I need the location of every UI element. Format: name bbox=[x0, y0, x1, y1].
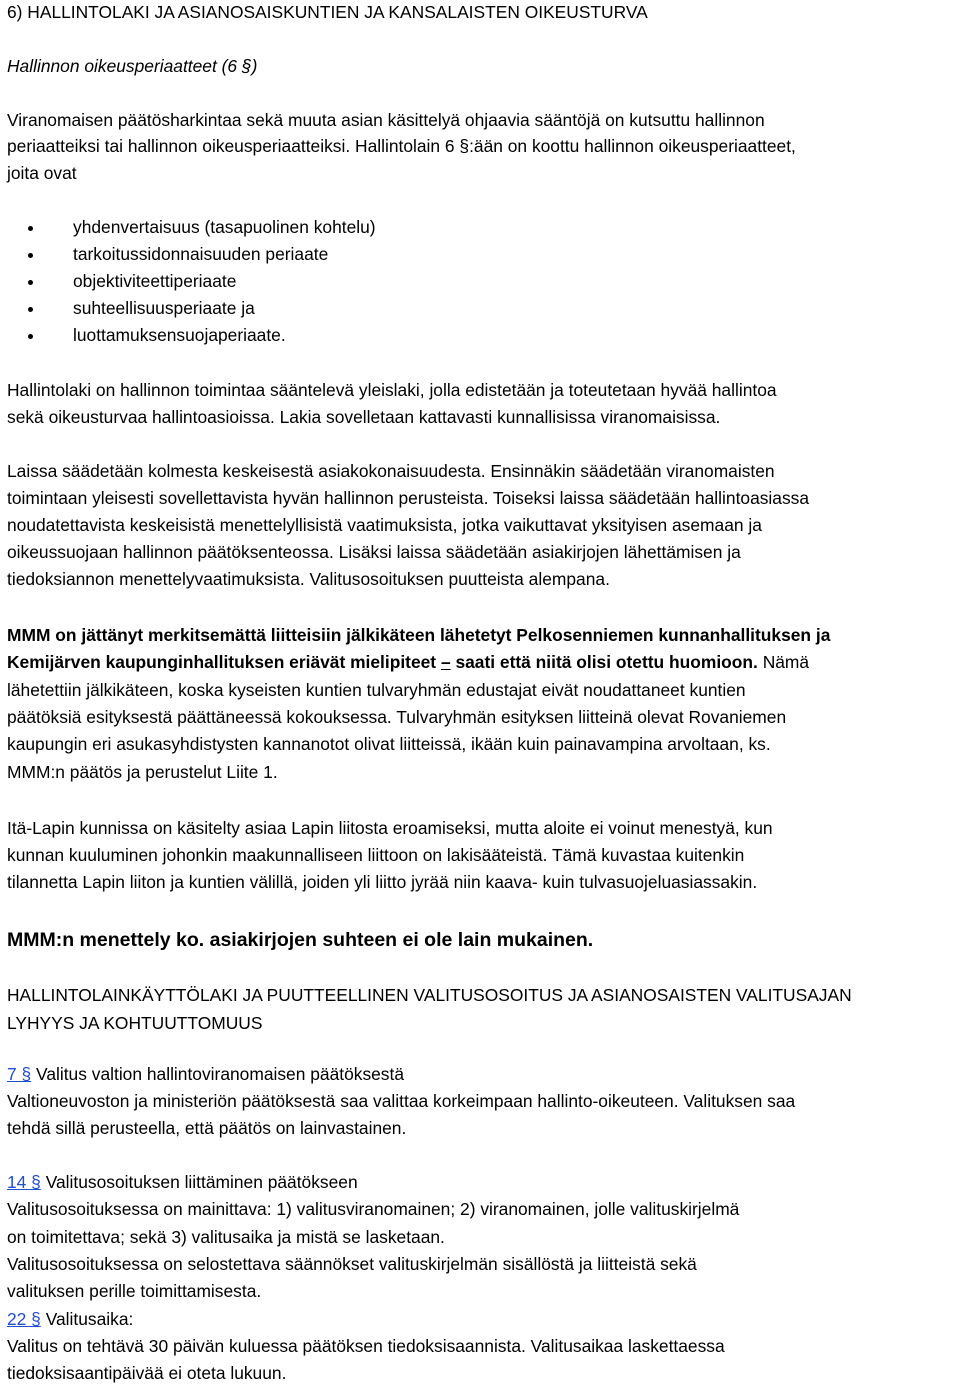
bullet-icon bbox=[28, 226, 33, 231]
paragraph-line: MMM:n päätös ja perustelut Liite 1. bbox=[7, 762, 278, 782]
list-item: tarkoitussidonnaisuuden periaate bbox=[73, 244, 329, 264]
paragraph-line: joita ovat bbox=[7, 163, 77, 183]
section-heading: 6) HALLINTOLAKI JA ASIANOSAISKUNTIEN JA KANSALAISTEN OIKEUSTURVA bbox=[7, 2, 648, 22]
list-item: objektiviteettiperiaate bbox=[73, 271, 237, 291]
paragraph-line: kaupungin eri asukasyhdistysten kannanotot olivat liitteissä, ikään kuin painavampina arvoltaan, ks. bbox=[7, 734, 771, 754]
paragraph-line: Valitusosoituksessa on selostettava säännökset valituskirjelmän sisällöstä ja liitteistä sekä bbox=[7, 1254, 697, 1274]
paragraph-line: Valitus on tehtävä 30 päivän kuluessa päätöksen tiedoksisaannista. Valitusaikaa laskettaessa bbox=[7, 1336, 725, 1356]
bullet-icon bbox=[28, 280, 33, 285]
paragraph-line: tiedoksisaantipäivää ei oteta lukuun. bbox=[7, 1363, 287, 1383]
law-section-title-text: Valitusaika: bbox=[40, 1309, 134, 1329]
list-item: luottamuksensuojaperiaate. bbox=[73, 325, 286, 345]
section-14-link[interactable]: 14 § bbox=[7, 1172, 41, 1192]
subheading: Hallinnon oikeusperiaatteet (6 §) bbox=[7, 56, 258, 76]
paragraph-line: tiedoksiannon menettelyvaatimuksista. Valitusosoituksen puutteista alempana. bbox=[7, 569, 610, 589]
paragraph-line: valituksen perille toimittamisesta. bbox=[7, 1281, 262, 1301]
law-section-title-text: Valitusosoituksen liittäminen päätökseen bbox=[40, 1172, 358, 1192]
paragraph-line: lähetettiin jälkikäteen, koska kyseisten kuntien tulvaryhmän edustajat eivät noudattaneet kuntien bbox=[7, 680, 746, 700]
law-section-title bbox=[7, 1063, 404, 1085]
paragraph-line: tehdä sillä perusteella, että päätös on lainvastainen. bbox=[7, 1118, 407, 1138]
paragraph-line: Valtioneuvoston ja ministeriön päätöksestä saa valittaa korkeimpaan hallinto-oikeuteen. Valituksen saa bbox=[7, 1091, 796, 1111]
bold-statement-part: saati että niitä olisi otettu huomioon. bbox=[450, 652, 758, 672]
bold-dash: – bbox=[440, 652, 451, 672]
paragraph-line: Itä-Lapin kunnissa on käsitelty asiaa Lapin liitosta eroamiseksi, mutta aloite ei voinut menestyä, kun bbox=[7, 818, 773, 838]
paragraph-line: toimintaan yleisesti sovellettavista hyvän hallinnon perusteista. Toiseksi laissa säädetään hallintoasiassa bbox=[7, 488, 810, 508]
bold-statement-line: MMM on jättänyt merkitsemättä liitteisiin jälkikäteen lähetetyt Pelkosenniemen kunnanhallituksen ja bbox=[7, 625, 831, 645]
section-22-link[interactable]: 22 § bbox=[7, 1309, 41, 1329]
law-section-title-text: Valitus valtion hallintoviranomaisen päätöksestä bbox=[31, 1064, 405, 1084]
paragraph-line: Viranomaisen päätösharkintaa sekä muuta asian käsittelyä ohjaavia sääntöjä on kutsuttu hallinnon bbox=[7, 110, 765, 130]
section-7-link[interactable]: 7 § bbox=[7, 1064, 32, 1084]
bullet-icon bbox=[28, 253, 33, 258]
paragraph-line bbox=[7, 651, 809, 673]
bold-statement-part: Kemijärven kaupunginhallituksen eriävät mielipiteet bbox=[7, 652, 441, 672]
paragraph-line: Hallintolaki on hallinnon toimintaa sääntelevä yleislaki, jolla edistetään ja toteutetaan hyvää hallintoa bbox=[7, 380, 777, 400]
list-item: suhteellisuusperiaate ja bbox=[73, 298, 255, 318]
paragraph-line: oikeussuojaan hallinnon päätöksenteossa. Lisäksi laissa säädetään asiakirjojen lähettämisen ja bbox=[7, 542, 741, 562]
law-section-title bbox=[7, 1308, 133, 1330]
paragraph-line: noudatettavista keskeisistä menettelyllisistä vaatimuksista, jotka vaikuttavat yksityisen asemaan ja bbox=[7, 515, 762, 535]
paragraph-line: sekä oikeusturvaa hallintoasioissa. Lakia sovelletaan kattavasti kunnallisissa viranomaisissa. bbox=[7, 407, 721, 427]
section-heading: LYHYYS JA KOHTUUTTOMUUS bbox=[7, 1013, 263, 1033]
normal-text: Nämä bbox=[757, 652, 810, 672]
bullet-icon bbox=[28, 307, 33, 312]
paragraph-line: kunnan kuuluminen johonkin maakunnalliseen liittoon on lakisääteistä. Tämä kuvastaa kuitenkin bbox=[7, 845, 745, 865]
paragraph-line: Valitusosoituksessa on mainittava: 1) valitusviranomainen; 2) viranomainen, jolle valituskirjelmä bbox=[7, 1199, 740, 1219]
emphasis-statement: MMM:n menettely ko. asiakirjojen suhteen ei ole lain mukainen. bbox=[7, 929, 594, 951]
section-heading: HALLINTOLAINKÄYTTÖLAKI JA PUUTTEELLINEN VALITUSOSOITUS JA ASIANOSAISTEN VALITUSAJAN bbox=[7, 985, 852, 1005]
paragraph-line: periaatteiksi tai hallinnon oikeusperiaatteiksi. Hallintolain 6 §:ään on koottu hallinnon oikeusperiaatteet, bbox=[7, 136, 796, 156]
paragraph-line: Laissa säädetään kolmesta keskeisestä asiakokonaisuudesta. Ensinnäkin säädetään viranomaisten bbox=[7, 461, 775, 481]
paragraph-line: päätöksiä esityksestä päättäneessä kokouksessa. Tulvaryhmän esityksen liitteinä olevat Rovaniemen bbox=[7, 707, 787, 727]
bullet-icon bbox=[28, 334, 33, 339]
paragraph-line: tilannetta Lapin liiton ja kuntien välillä, joiden yli liitto jyrää niin kaava- kuin tulvasuojeluasiassakin. bbox=[7, 872, 758, 892]
law-section-title bbox=[7, 1171, 358, 1193]
paragraph-line: on toimitettava; sekä 3) valitusaika ja mistä se lasketaan. bbox=[7, 1227, 445, 1247]
list-item: yhdenvertaisuus (tasapuolinen kohtelu) bbox=[73, 217, 376, 237]
